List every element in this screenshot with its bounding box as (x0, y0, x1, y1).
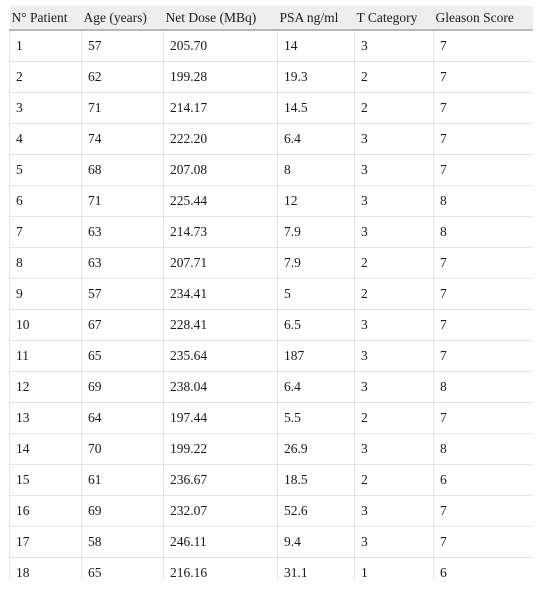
cell-psa: 18.5 (278, 464, 355, 495)
cell-age: 57 (82, 278, 164, 309)
cell-age: 71 (82, 92, 164, 123)
cell-patient-number: 9 (10, 278, 82, 309)
cell-net-dose: 205.70 (164, 30, 278, 61)
cell-psa: 19.3 (278, 61, 355, 92)
cell-patient-number: 17 (10, 526, 82, 557)
cell-patient-number: 3 (10, 92, 82, 123)
table-row (10, 278, 534, 309)
cell-psa: 14.5 (278, 92, 355, 123)
header-row (10, 6, 534, 30)
cell-gleason-score: 7 (434, 61, 534, 92)
table-body (10, 30, 534, 580)
patient-table-container (9, 6, 533, 580)
cell-t-category: 3 (355, 340, 434, 371)
cell-net-dose: 207.71 (164, 247, 278, 278)
cell-age: 69 (82, 371, 164, 402)
cell-net-dose: 235.64 (164, 340, 278, 371)
cell-gleason-score: 8 (434, 185, 534, 216)
cell-t-category: 3 (355, 123, 434, 154)
cell-t-category: 3 (355, 154, 434, 185)
cell-patient-number: 7 (10, 216, 82, 247)
table-header (10, 6, 534, 30)
cell-age: 69 (82, 495, 164, 526)
cell-psa: 12 (278, 185, 355, 216)
cell-net-dose: 216.16 (164, 557, 278, 580)
cell-patient-number: 5 (10, 154, 82, 185)
cell-t-category: 3 (355, 309, 434, 340)
cell-psa: 6.5 (278, 309, 355, 340)
header-patient-number: N° Patient (10, 6, 82, 30)
cell-net-dose: 199.28 (164, 61, 278, 92)
cell-gleason-score: 8 (434, 433, 534, 464)
table-row (10, 154, 534, 185)
cell-age: 63 (82, 216, 164, 247)
cell-gleason-score: 6 (434, 557, 534, 580)
table-row (10, 433, 534, 464)
cell-t-category: 3 (355, 30, 434, 61)
cell-age: 58 (82, 526, 164, 557)
cell-net-dose: 222.20 (164, 123, 278, 154)
cell-gleason-score: 7 (434, 278, 534, 309)
table-row (10, 123, 534, 154)
cell-age: 61 (82, 464, 164, 495)
cell-gleason-score: 6 (434, 464, 534, 495)
cell-psa: 31.1 (278, 557, 355, 580)
cell-t-category: 2 (355, 247, 434, 278)
cell-psa: 52.6 (278, 495, 355, 526)
cell-patient-number: 13 (10, 402, 82, 433)
cell-t-category: 3 (355, 526, 434, 557)
cell-age: 67 (82, 309, 164, 340)
cell-gleason-score: 8 (434, 371, 534, 402)
header-psa: PSA ng/ml (278, 6, 355, 30)
cell-psa: 5 (278, 278, 355, 309)
cell-net-dose: 214.73 (164, 216, 278, 247)
cell-age: 70 (82, 433, 164, 464)
patient-table (9, 6, 533, 580)
cell-psa: 6.4 (278, 371, 355, 402)
cell-psa: 7.9 (278, 247, 355, 278)
cell-gleason-score: 7 (434, 247, 534, 278)
cell-patient-number: 14 (10, 433, 82, 464)
cell-net-dose: 234.41 (164, 278, 278, 309)
cell-age: 71 (82, 185, 164, 216)
cell-patient-number: 1 (10, 30, 82, 61)
cell-gleason-score: 7 (434, 340, 534, 371)
cell-age: 57 (82, 30, 164, 61)
cell-gleason-score: 7 (434, 495, 534, 526)
cell-net-dose: 214.17 (164, 92, 278, 123)
table-row (10, 464, 534, 495)
cell-psa: 187 (278, 340, 355, 371)
table-row (10, 247, 534, 278)
cell-patient-number: 2 (10, 61, 82, 92)
table-row (10, 526, 534, 557)
cell-t-category: 3 (355, 371, 434, 402)
cell-patient-number: 16 (10, 495, 82, 526)
cell-t-category: 2 (355, 92, 434, 123)
cell-t-category: 3 (355, 495, 434, 526)
header-gleason-score: Gleason Score (434, 6, 534, 30)
cell-psa: 6.4 (278, 123, 355, 154)
table-row (10, 185, 534, 216)
cell-patient-number: 8 (10, 247, 82, 278)
cell-net-dose: 238.04 (164, 371, 278, 402)
cell-t-category: 1 (355, 557, 434, 580)
header-age: Age (years) (82, 6, 164, 30)
cell-t-category: 2 (355, 402, 434, 433)
cell-gleason-score: 7 (434, 402, 534, 433)
cell-gleason-score: 7 (434, 526, 534, 557)
cell-net-dose: 197.44 (164, 402, 278, 433)
table-row (10, 340, 534, 371)
cell-net-dose: 232.07 (164, 495, 278, 526)
cell-age: 74 (82, 123, 164, 154)
cell-t-category: 2 (355, 61, 434, 92)
cell-t-category: 3 (355, 433, 434, 464)
cell-gleason-score: 7 (434, 309, 534, 340)
table-row (10, 402, 534, 433)
cell-patient-number: 18 (10, 557, 82, 580)
cell-patient-number: 6 (10, 185, 82, 216)
cell-age: 62 (82, 61, 164, 92)
table-row (10, 216, 534, 247)
cell-psa: 8 (278, 154, 355, 185)
cell-net-dose: 225.44 (164, 185, 278, 216)
cell-net-dose: 236.67 (164, 464, 278, 495)
cell-age: 65 (82, 557, 164, 580)
table-row (10, 371, 534, 402)
table-row (10, 309, 534, 340)
cell-t-category: 3 (355, 185, 434, 216)
table-row (10, 557, 534, 580)
table-row (10, 495, 534, 526)
cell-patient-number: 10 (10, 309, 82, 340)
cell-age: 63 (82, 247, 164, 278)
cell-age: 64 (82, 402, 164, 433)
cell-psa: 7.9 (278, 216, 355, 247)
cell-psa: 5.5 (278, 402, 355, 433)
table-row (10, 61, 534, 92)
cell-psa: 26.9 (278, 433, 355, 464)
cell-gleason-score: 7 (434, 92, 534, 123)
cell-patient-number: 12 (10, 371, 82, 402)
cell-net-dose: 207.08 (164, 154, 278, 185)
cell-age: 68 (82, 154, 164, 185)
cell-gleason-score: 7 (434, 154, 534, 185)
cell-net-dose: 228.41 (164, 309, 278, 340)
header-t-category: T Category (355, 6, 434, 30)
cell-gleason-score: 7 (434, 30, 534, 61)
cell-psa: 14 (278, 30, 355, 61)
cell-patient-number: 4 (10, 123, 82, 154)
cell-patient-number: 11 (10, 340, 82, 371)
table-row (10, 92, 534, 123)
header-net-dose: Net Dose (MBq) (164, 6, 278, 30)
cell-gleason-score: 7 (434, 123, 534, 154)
cell-net-dose: 246.11 (164, 526, 278, 557)
cell-age: 65 (82, 340, 164, 371)
cell-t-category: 3 (355, 216, 434, 247)
cell-psa: 9.4 (278, 526, 355, 557)
cell-net-dose: 199.22 (164, 433, 278, 464)
cell-t-category: 2 (355, 278, 434, 309)
cell-t-category: 2 (355, 464, 434, 495)
table-row (10, 30, 534, 61)
cell-patient-number: 15 (10, 464, 82, 495)
cell-gleason-score: 8 (434, 216, 534, 247)
